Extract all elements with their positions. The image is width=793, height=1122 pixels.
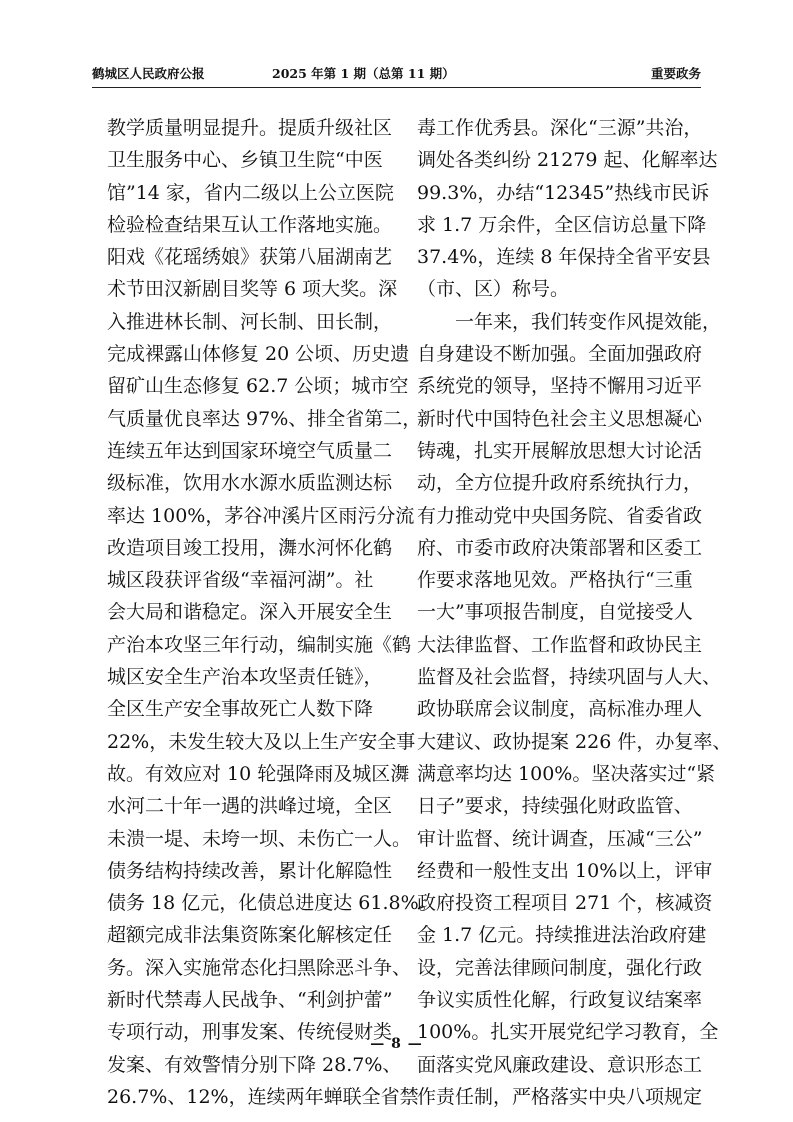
text-line: 改造项目竣工投用，㵲水河怀化鹤	[107, 536, 393, 559]
text-line: 府、市委市政府决策部署和区委工	[417, 536, 703, 559]
text-line: 产治本攻坚三年行动，编制实施《鹤	[107, 633, 412, 656]
text-line: 会大局和谐稳定。深入开展安全生	[107, 601, 393, 624]
text-line: 系统党的领导，坚持不懈用习近平	[417, 375, 703, 398]
text-line: 政协联席会议制度，高标准办理人	[417, 698, 703, 721]
text-line: 城区段获评省级“幸福河湖”。社	[107, 569, 374, 592]
text-line: 有力推动党中央国务院、省委省政	[417, 504, 703, 527]
text-line: 求 1.7 万余件，全区信访总量下降	[417, 213, 707, 236]
text-line: 设，完善法律顾问制度，强化行政	[417, 956, 703, 979]
left-column	[107, 112, 438, 1113]
section-title: 重要政务	[650, 66, 701, 81]
right-column	[417, 112, 732, 1113]
text-line: 新时代禁毒人民战争、“利剑护蕾”	[107, 989, 393, 1012]
text-line: 发案、有效警情分别下降 28.7%、	[107, 1053, 402, 1076]
text-line: 新时代中国特色社会主义思想凝心	[417, 407, 703, 430]
page-header	[92, 64, 701, 86]
text-line: 一大”事项报告制度，自觉接受人	[417, 601, 693, 624]
text-line: 26.7%、12%，连续两年蝉联全省禁	[107, 1085, 419, 1108]
text-line: 自身建设不断加强。全面加强政府	[417, 343, 703, 366]
text-line: 级标准，饮用水水源水质监测达标	[107, 472, 393, 495]
text-line: 入推进林长制、河长制、田长制，	[107, 310, 393, 333]
text-line: 大建议、政协提案 226 件，办复率、	[417, 730, 732, 753]
issue-number: 2025 年第 1 期（总第 11 期）	[272, 66, 455, 81]
text-line: 面落实党风廉政建设、意识形态工	[417, 1053, 703, 1076]
text-line: 毒工作优秀县。深化“三源”共治，	[417, 117, 703, 139]
text-line: 政府投资工程项目 271 个，核减资	[417, 892, 713, 915]
text-line: 阳戏《花瑶绣娘》获第八届湖南艺	[107, 246, 393, 269]
text-line: 全区生产安全事故死亡人数下降	[107, 698, 374, 721]
text-line: 馆”14 家，省内二级以上公立医院	[107, 181, 394, 204]
text-line: 故。有效应对 10 轮强降雨及城区㵲	[107, 762, 410, 785]
text-line: 100%。扎实开展党纪学习教育，全	[417, 1021, 719, 1044]
text-line: 经费和一般性支出 10%以上，评审	[417, 859, 713, 882]
text-line: 水河二十年一遇的洪峰过境，全区	[107, 795, 393, 818]
text-line: 审计监督、统计调查，压减“三公”	[417, 827, 703, 850]
text-line: 一年来，我们转变作风提效能，	[417, 310, 722, 333]
text-line: 完成裸露山体修复 20 公顷、历史遗	[107, 343, 410, 366]
text-line: 金 1.7 亿元。持续推进法治政府建	[417, 924, 707, 947]
text-line: 满意率均达 100%。坚决落实过“紧	[417, 762, 716, 785]
text-line: （市、区）称号。	[417, 278, 570, 301]
text-line: 气质量优良率达 97%、排全省第二，	[107, 407, 422, 430]
text-line: 债务 18 亿元，化债总进度达 61.8%。	[107, 892, 438, 915]
text-line: 务。深入实施常态化扫黑除恶斗争、	[107, 956, 412, 979]
text-line: 检验检查结果互认工作落地实施。	[107, 213, 393, 236]
text-line: 争议实质性化解，行政复议结案率	[417, 989, 703, 1012]
text-line: 未溃一堤、未垮一坝、未伤亡一人。	[107, 827, 412, 850]
text-line: 率达 100%，茅谷冲溪片区雨污分流	[107, 504, 415, 527]
publication-title: 鹤城区人民政府公报	[92, 66, 205, 81]
header-rule	[92, 87, 701, 88]
page-number: — 8 —	[370, 1036, 423, 1052]
text-line: 铸魂，扎实开展解放思想大讨论活	[417, 439, 703, 462]
text-line: 专项行动，刑事发案、传统侵财类	[107, 1021, 393, 1044]
text-line: 债务结构持续改善，累计化解隐性	[107, 859, 393, 882]
text-line: 城区安全生产治本攻坚责任链》，	[107, 666, 383, 689]
text-line: 术节田汉新剧目奖等 6 项大奖。深	[107, 278, 398, 301]
text-line: 连续五年达到国家环境空气质量二	[107, 439, 393, 462]
text-line: 作责任制，严格落实中央八项规定	[417, 1085, 703, 1108]
text-line: 99.3%，办结“12345”热线市民诉	[417, 181, 710, 204]
text-line: 日子”要求，持续强化财政监管、	[417, 795, 693, 818]
text-line: 37.4%，连续 8 年保持全省平安县	[417, 246, 711, 269]
text-line: 超额完成非法集资陈案化解核定任	[107, 924, 393, 947]
text-line: 教学质量明显提升。提质升级社区	[107, 117, 393, 139]
text-line: 大法律监督、工作监督和政协民主	[417, 633, 703, 656]
text-line: 动，全方位提升政府系统执行力，	[417, 472, 703, 495]
text-line: 调处各类纠纷 21279 起、化解率达	[417, 149, 718, 172]
text-line: 卫生服务中心、乡镇卫生院“中医	[107, 149, 383, 172]
text-line: 监督及社会监督，持续巩固与人大、	[417, 666, 722, 689]
text-line: 留矿山生态修复 62.7 公顷；城市空	[107, 375, 409, 398]
text-line: 22%，未发生较大及以上生产安全事	[107, 730, 416, 753]
text-line: 作要求落地见效。严格执行“三重	[417, 569, 693, 592]
